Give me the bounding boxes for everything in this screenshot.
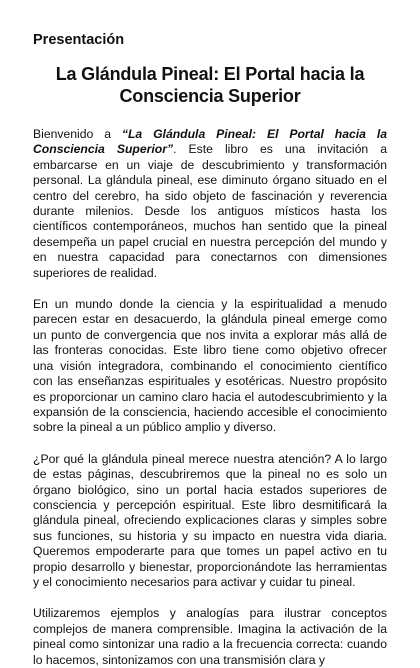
paragraph-intro [33, 127, 387, 281]
book-title: “La Glándula Pineal: El Portal hacia la Consciencia Superior” [33, 127, 388, 157]
paragraph-examples: Utilizaremos ejemplos y analogías para ilustrar conceptos complejos de manera comprensible. Imagina la activación de la pineal como sintonizar una radio a la frecuencia correcta: cuando lo hacemos, sintonizamos con una transmisión clara y [33, 606, 387, 667]
intro-lead: Bienvenido a [33, 127, 122, 141]
page-title: La Glándula Pineal: El Portal hacia la Consciencia Superior [55, 64, 365, 106]
paragraph-why-pineal: ¿Por qué la glándula pineal merece nuestra atención? A lo largo de estas páginas, descubriremos que la pineal no es solo un órgano biológico, sino un portal hacia estados superiores de consciencia y percepción espiritual. Este libro desmitificará la glándula pineal, ofreciendo explicaciones claras y simples sobre sus funciones, su historia y su impacto en nuestra vida diaria. Queremos empoderarte para que tomes un papel activo en tu propio desarrollo y bienestar, proporcionándote las herramientas y el conocimiento necesarios para activar y cuidar tu pineal. [33, 451, 387, 589]
section-label: Presentación [33, 32, 125, 48]
intro-rest: . Este libro es una invitación a embarcarse en un viaje de descubrimiento y transformación personal. La glándula pineal, ese diminuto órgano situado en el centro del cerebro, ha sido objeto de fascinación y reverencia durante milenios. Desde los antiguos místicos hasta los científicos contemporáneos, muchos han sentido que la pineal desempeña un papel crucial en nuestra percepción del mundo y en nuestra capacidad para conectarnos con dimensiones superiores de realidad. [33, 142, 387, 280]
paragraph-science-spirituality: En un mundo donde la ciencia y la espiritualidad a menudo parecen estar en desacuerdo, la glándula pineal emerge como un punto de convergencia que nos invita a explorar más allá de las fronteras conocidas. Este libro tiene como objetivo ofrecer una visión integradora, combinando el conocimiento científico con las enseñanzas espirituales y esotéricas. Nuestro propósito es proporcionar un camino claro hacia el autodescubrimiento y la expansión de la consciencia, haciendo accesible el conocimiento sobre la pineal a un público amplio y diverso. [33, 297, 387, 435]
